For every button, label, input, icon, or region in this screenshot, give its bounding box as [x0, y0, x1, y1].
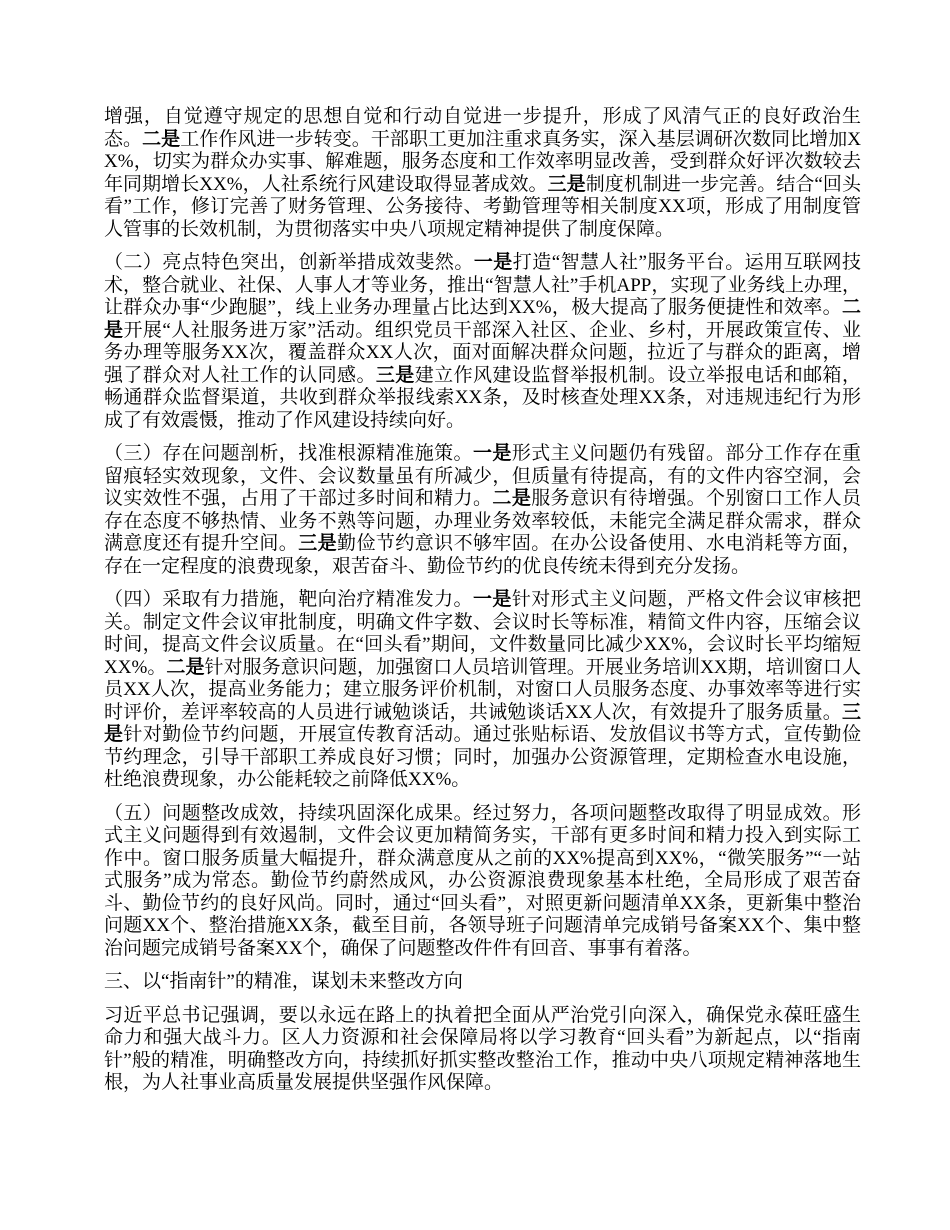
para-achievements-continuation [104, 106, 861, 241]
para-highlights [104, 252, 861, 432]
emphasis-text-run: 二是 [104, 297, 861, 341]
text-run: 建立作风建设监督举报机制。设立举报电话和邮箱，畅通群众监督渠道，共收到群众举报线索XX条，及时核查处理XX条，对违规违纪行为形成了有效震慑，推动了作风建设持续向好。 [104, 364, 861, 431]
text-run: 针对服务意识问题，加强窗口人员培训管理。开展业务培训XX期，培训窗口人员XX人次，提高业务能力；建立服务评价机制，对窗口人员服务态度、办事效率等进行实时评价，差评率较高的人员进行诫勉谈话，共诫勉谈话XX人次，有效提升了服务质量。 [104, 656, 861, 723]
para-problems [104, 443, 861, 578]
text-run: （五）问题整改成效，持续巩固深化成果。经过努力，各项问题整改取得了明显成效。形式主义问题得到有效遏制，文件会议更加精简务实，干部有更多时间和精力投入到实际工作中。窗口服务质量大幅提升，群众满意度从之前的XX%提高到XX%，“微笑服务”“一站式服务”成为常态。勤俭节约蔚然成风，办公资源浪费现象基本杜绝，全局形成了艰苦奋斗、勤俭节约的良好风尚。同时，通过“回头看”，对照更新问题清单XX条，更新集中整治问题XX个、整治措施XX条，截至目前，各领导班子问题清单完成销号备案XX个、集中整治问题完成销号备案XX个，确保了问题整改件件有回音、事事有着落。 [104, 802, 861, 959]
emphasis-text-run: 一是 [472, 589, 512, 610]
text-run: 针对勤俭节约问题，开展宣传教育活动。通过张贴标语、发放倡议书等方式，宣传勤俭节约理念，引导干部职工养成良好习惯；同时，加强办公资源管理，定期检查水电设施，杜绝浪费现象，办公能耗较之前降低XX%。 [104, 724, 861, 790]
para-rectification-results [104, 803, 861, 961]
text-run: 工作作风进一步转变。干部职工更加注重求真务实，深入基层调研次数同比增加XX%，切实为群众办实事、解难题，服务态度和工作效率明显改善，受到群众好评次数较去年同期增长XX%，人社系统行风建设取得显著成效。 [104, 128, 861, 195]
para-future-direction [104, 1005, 861, 1095]
heading-section-three [104, 971, 861, 994]
text-run: 习近平总书记强调，要以永远在路上的执着把全面从严治党引向深入，确保党永葆旺盛生命力和强大战斗力。区人力资源和社会保障局将以学习教育“回头看”为新起点，以“指南针”般的精准，明确整改方向，持续抓好抓实整改整治工作，推动中央八项规定精神落地生根，为人社事业高质量发展提供坚强作风保障。 [104, 1004, 861, 1093]
text-run: 服务意识有待增强。个别窗口工作人员存在态度不够热情、业务不熟等问题，办理业务效率较低，未能完全满足群众需求，群众满意度还有提升空间。 [104, 488, 861, 554]
document-body [104, 106, 861, 1106]
emphasis-text-run: 二是 [492, 488, 532, 509]
emphasis-text-run: 一是 [472, 443, 512, 464]
text-run: （四）采取有力措施，靶向治疗精准发力。 [104, 589, 473, 610]
emphasis-text-run: 二是 [166, 656, 205, 678]
text-run: 打造“智慧人社”服务平台。运用互联网技术，整合就业、社保、人事人才等业务，推出“智慧人社”手机APP，实现了业务线上办理，让群众办事“少跑腿”，线上业务办理量占比达到XX%，极大提高了服务便捷性和效率。 [104, 252, 861, 318]
emphasis-text-run: 三是 [547, 173, 586, 195]
text-run: 增强，自觉遵守规定的思想自觉和行动自觉进一步提升，形成了风清气正的良好政治生态。 [104, 106, 861, 150]
emphasis-text-run: 二是 [142, 128, 181, 150]
para-measures [104, 589, 861, 792]
emphasis-text-run: 三是 [104, 701, 861, 745]
emphasis-text-run: 三是 [375, 364, 415, 386]
text-run: （二）亮点特色突出，创新举措成效斐然。 [104, 252, 474, 273]
emphasis-text-run: 一是 [473, 252, 513, 273]
text-run: 形式主义问题仍有残留。部分工作存在重留痕轻实效现象，文件、会议数量虽有所减少，但质量有待提高，有的文件内容空洞，会议实效性不强，占用了干部过多时间和精力。 [104, 443, 861, 509]
text-run: 勤俭节约意识不够牢固。在办公设备使用、水电消耗等方面，存在一定程度的浪费现象，艰苦奋斗、勤俭节约的优良传统未得到充分发扬。 [104, 533, 861, 577]
text-run: 三、以“指南针”的精准，谋划未来整改方向 [104, 971, 463, 992]
text-run: 制度机制进一步完善。结合“回头看”工作，修订完善了财务管理、公务接待、考勤管理等相关制度XX项，形成了用制度管人管事的长效机制，为贯彻落实中央八项规定精神提供了制度保障。 [104, 173, 861, 240]
text-run: 开展“人社服务进万家”活动。组织党员干部深入社区、企业、乡村，开展政策宣传、业务办理等服务XX次，覆盖群众XX人次，面对面解决群众问题，拉近了与群众的距离，增强了群众对人社工作的认同感。 [104, 319, 861, 386]
text-run: （三）存在问题剖析，找准根源精准施策。 [104, 443, 473, 464]
text-run: 针对形式主义问题，严格文件会议审核把关。制定文件会议审批制度，明确文件字数、会议时长等标准，精简文件内容，压缩会议时间，提高文件会议质量。在“回头看”期间，文件数量同比减少XX%，会议时长平均缩短XX%。 [104, 589, 861, 678]
emphasis-text-run: 三是 [298, 533, 338, 554]
